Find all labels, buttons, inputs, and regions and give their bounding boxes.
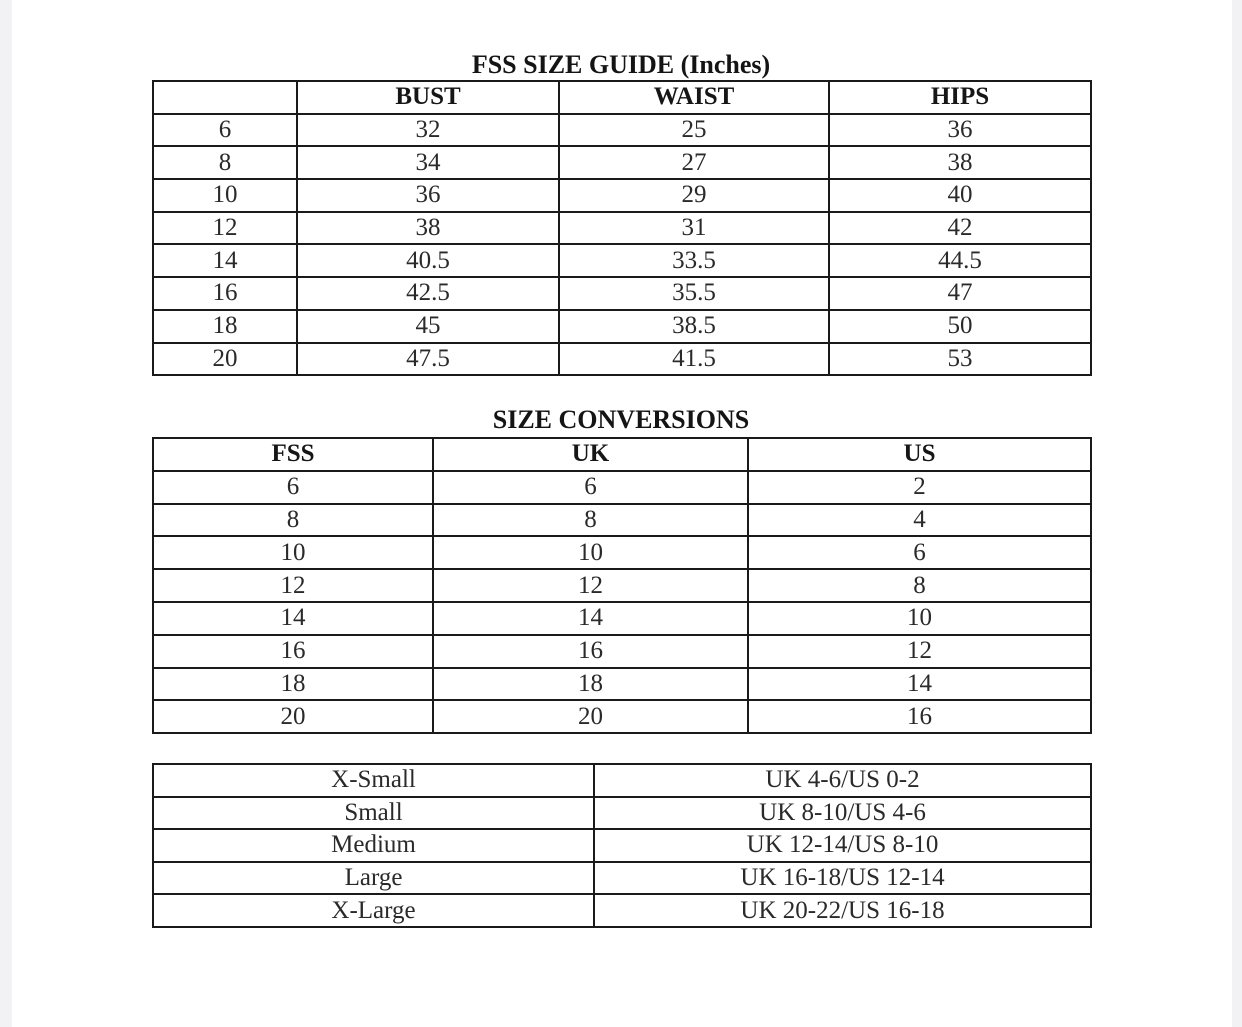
table-row: [153, 277, 1091, 310]
table-cell: 44.5: [829, 244, 1091, 277]
table-cell: 16: [153, 277, 297, 310]
table-cell: 36: [297, 179, 559, 212]
table-cell: 4: [748, 504, 1091, 537]
uk-header: UK: [433, 438, 748, 471]
table-cell: 16: [153, 635, 433, 668]
table-cell: 47: [829, 277, 1091, 310]
table-cell: 42.5: [297, 277, 559, 310]
table-cell: 31: [559, 212, 829, 245]
table-cell: X-Small: [153, 764, 594, 797]
size-guide-table: [152, 80, 1092, 376]
table-cell: 38.5: [559, 310, 829, 343]
table-cell: UK 4-6/US 0-2: [594, 764, 1091, 797]
size-header-blank: [153, 81, 297, 114]
table-cell: 40: [829, 179, 1091, 212]
table-cell: 18: [433, 668, 748, 701]
table-cell: 10: [748, 602, 1091, 635]
table-cell: 6: [433, 471, 748, 504]
table-cell: 33.5: [559, 244, 829, 277]
table-cell: 12: [748, 635, 1091, 668]
table-cell: 12: [153, 569, 433, 602]
table-cell: 47.5: [297, 343, 559, 376]
size-conversions-title: SIZE CONVERSIONS: [492, 405, 750, 434]
table-cell: 53: [829, 343, 1091, 376]
table-cell: 18: [153, 668, 433, 701]
table-cell: 2: [748, 471, 1091, 504]
table-row: [153, 146, 1091, 179]
table-cell: 41.5: [559, 343, 829, 376]
waist-header: WAIST: [559, 81, 829, 114]
table-cell: Large: [153, 862, 594, 895]
size-conversions-table: [152, 437, 1092, 734]
table-cell: Medium: [153, 829, 594, 862]
table-row: [153, 471, 1091, 504]
table-cell: 45: [297, 310, 559, 343]
table-cell: 20: [153, 700, 433, 733]
table-row: [153, 862, 1091, 895]
table-row: [153, 212, 1091, 245]
table-cell: 38: [829, 146, 1091, 179]
table-cell: 20: [433, 700, 748, 733]
us-header: US: [748, 438, 1091, 471]
table-row: [153, 536, 1091, 569]
table-cell: 6: [748, 536, 1091, 569]
table-cell: 12: [433, 569, 748, 602]
table-cell: 8: [153, 504, 433, 537]
hips-header: HIPS: [829, 81, 1091, 114]
letter-size-table: [152, 763, 1092, 928]
table-cell: 6: [153, 114, 297, 147]
table-cell: UK 12-14/US 8-10: [594, 829, 1091, 862]
table-cell: X-Large: [153, 894, 594, 927]
table-row: [153, 668, 1091, 701]
table-row: [153, 310, 1091, 343]
table-cell: 38: [297, 212, 559, 245]
table-cell: 36: [829, 114, 1091, 147]
fss-header: FSS: [153, 438, 433, 471]
table-row: [153, 894, 1091, 927]
table-row: [153, 635, 1091, 668]
table-cell: 10: [153, 536, 433, 569]
table-row: [153, 602, 1091, 635]
table-cell: 20: [153, 343, 297, 376]
table-row: [153, 343, 1091, 376]
bust-header: BUST: [297, 81, 559, 114]
table-row: [153, 764, 1091, 797]
table-cell: 8: [433, 504, 748, 537]
table-cell: 10: [153, 179, 297, 212]
table-row: [153, 179, 1091, 212]
table-cell: 14: [433, 602, 748, 635]
table-cell: 6: [153, 471, 433, 504]
table-row: [153, 700, 1091, 733]
table-cell: 16: [748, 700, 1091, 733]
size-guide-title: FSS SIZE GUIDE (Inches): [471, 50, 771, 79]
table-cell: 27: [559, 146, 829, 179]
table-cell: 8: [748, 569, 1091, 602]
table-cell: 8: [153, 146, 297, 179]
table-cell: 29: [559, 179, 829, 212]
table-cell: 25: [559, 114, 829, 147]
table-row: [153, 569, 1091, 602]
table-cell: 50: [829, 310, 1091, 343]
table-cell: UK 8-10/US 4-6: [594, 797, 1091, 830]
table-cell: 14: [153, 244, 297, 277]
table-row: [153, 797, 1091, 830]
table-row: [153, 504, 1091, 537]
table-cell: 35.5: [559, 277, 829, 310]
table-cell: Small: [153, 797, 594, 830]
table-cell: 34: [297, 146, 559, 179]
table-row: [153, 829, 1091, 862]
table-cell: 32: [297, 114, 559, 147]
table-cell: 16: [433, 635, 748, 668]
table-cell: 40.5: [297, 244, 559, 277]
table-cell: UK 16-18/US 12-14: [594, 862, 1091, 895]
header-row: [153, 438, 1091, 471]
table-cell: 12: [153, 212, 297, 245]
table-cell: 14: [748, 668, 1091, 701]
table-cell: UK 20-22/US 16-18: [594, 894, 1091, 927]
table-cell: 14: [153, 602, 433, 635]
header-row: [153, 81, 1091, 114]
table-row: [153, 114, 1091, 147]
table-cell: 10: [433, 536, 748, 569]
table-cell: 18: [153, 310, 297, 343]
table-cell: 42: [829, 212, 1091, 245]
table-row: [153, 244, 1091, 277]
